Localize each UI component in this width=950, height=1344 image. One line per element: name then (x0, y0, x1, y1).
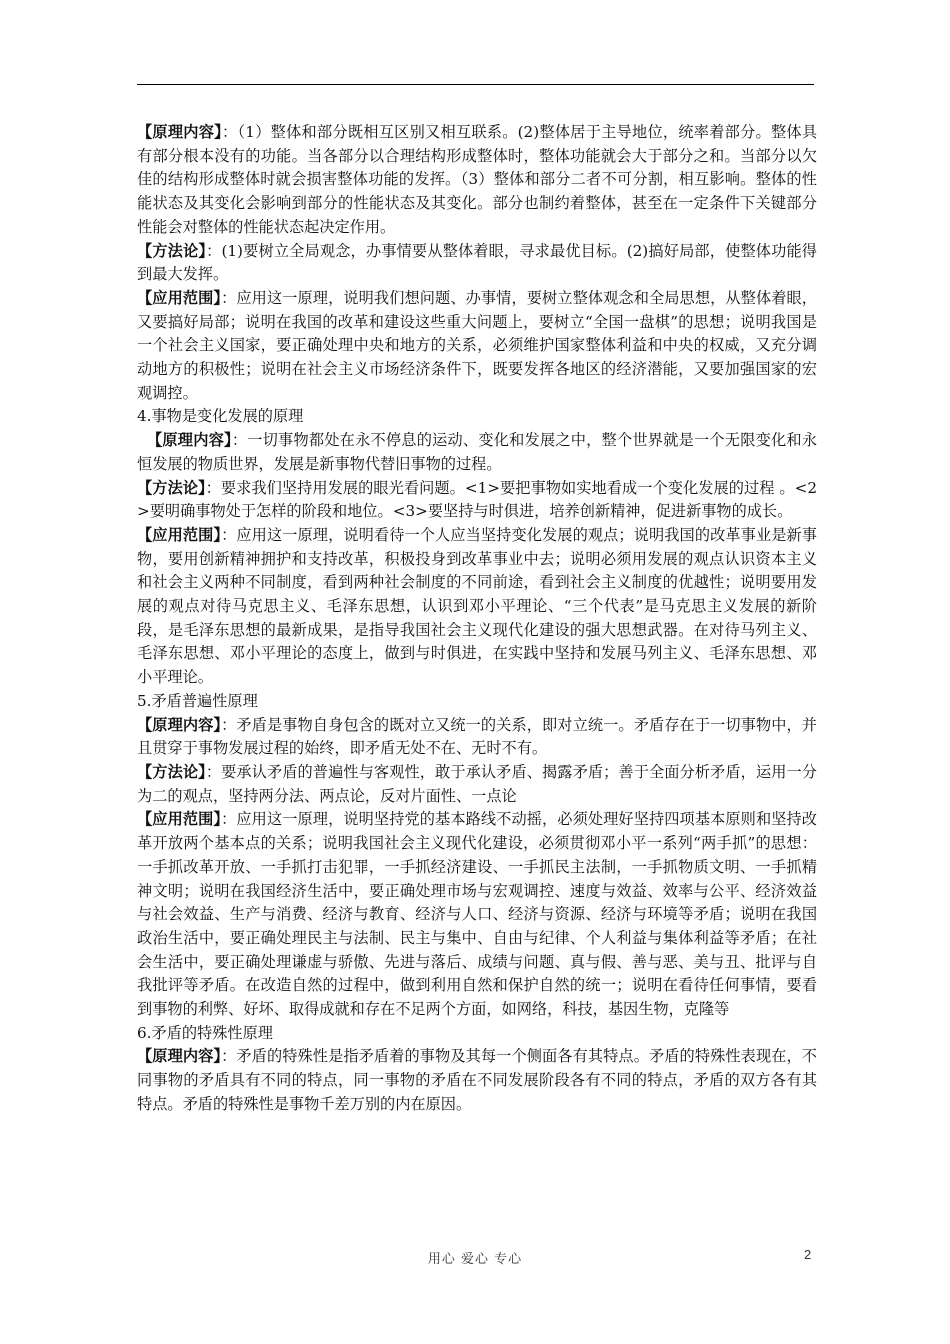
paragraph (137, 240, 817, 287)
section-heading (137, 690, 817, 714)
paragraph (137, 429, 817, 476)
paragraph-label: 【应用范围】 (137, 288, 222, 307)
section-heading (137, 405, 817, 429)
page-number: 2 (804, 1247, 812, 1262)
paragraph (137, 121, 817, 240)
paragraph-text: ：一切事物都处在永不停息的运动、变化和发展之中，整个世界就是一个无限变化和永恒发展的物质世界，发展是新事物代替旧事物的过程。 (137, 431, 818, 473)
paragraph-label: 【方法论】 (137, 762, 206, 781)
paragraph-label: 【原理内容】 (137, 123, 223, 141)
header-rule (137, 84, 814, 85)
paragraph-label: 【应用范围】 (137, 525, 222, 544)
paragraph (137, 714, 817, 761)
paragraph-text: 4.事物是变化发展的原理 (137, 407, 304, 426)
paragraph-text: 6.矛盾的特殊性原理 (137, 1023, 273, 1042)
paragraph (137, 1045, 817, 1116)
paragraph-text: 5.矛盾普遍性原理 (137, 691, 258, 710)
paragraph (137, 761, 817, 808)
paragraph-text: ：(1)要树立全局观念，办事情要从整体着眼，寻求最优目标。(2)搞好局部，使整体功能得到最大发挥。 (137, 241, 817, 284)
paragraph-text: ：应用这一原理，说明看待一个人应当坚持变化发展的观点；说明我国的改革事业是新事物，要用创新精神拥护和支持改革，积极投身到改革事业中去；说明必须用发展的观点认识资本主义和社会主义两种不同制度，看到两种社会制度的不同前途，看到社会主义制度的优越性；说明要用发展的观点对待马克思主义、毛泽东思想，认识到邓小平理论、“三个代表”是马克思主义发展的新阶段，是毛泽东思想的最新成果，是指导我国社会主义现代化建设的强大思想武器。在对待马列主义、毛泽东思想、邓小平理论的态度上，做到与时俱进，在实践中坚持和发展马列主义、毛泽东思想、邓小平理论。 (137, 525, 817, 687)
paragraph-label: 【原理内容】 (137, 715, 222, 734)
paragraph-label: 【原理内容】 (137, 1047, 222, 1066)
paragraph-text: ：要承认矛盾的普遍性与客观性，敢于承认矛盾、揭露矛盾；善于全面分析矛盾，运用一分为二的观点，坚持两分法、两点论，反对片面性、一点论 (137, 762, 817, 805)
paragraph-text: ：矛盾是事物自身包含的既对立又统一的关系，即对立统一。矛盾存在于一切事物中，并且贯穿于事物发展过程的始终，即矛盾无处不在、无时不有。 (137, 715, 817, 758)
section-heading (137, 1022, 817, 1046)
paragraph-text: ：应用这一原理，说明我们想问题、办事情，要树立整体观念和全局思想，从整体着眼，又要搞好局部；说明在我国的改革和建设这些重大问题上，要树立“全国一盘棋”的思想；说明我国是一个社会主义国家，要正确处理中央和地方的关系，必须维护国家整体利益和中央的权威，又充分调动地方的积极性；说明在社会主义市场经济条件下，既要发挥各地区的经济潜能，又要加强国家的宏观调控。 (137, 288, 817, 402)
paragraph-text: ：应用这一原理，说明坚持党的基本路线不动摇，必须处理好坚持四项基本原则和坚持改革开放两个基本点的关系；说明我国社会主义现代化建设，必须贯彻邓小平一系列“两手抓”的思想：一手抓改革开放、一手抓打击犯罪，一手抓经济建设、一手抓民主法制，一手抓物质文明、一手抓精神文明；说明在我国经济生活中，要正确处理市场与宏观调控、速度与效益、效率与公平、经济效益与社会效益、生产与消费、经济与教育、经济与人口、经济与资源、经济与环境等矛盾；说明在我国政治生活中，要正确处理民主与法制、民主与集中、自由与纪律、个人利益与集体利益等矛盾；在社会生活中，要正确处理谦虚与骄傲、先进与落后、成绩与问题、真与假、善与恶、美与丑、批评与自我批评等矛盾。在改造自然的过程中，做到利用自然和保护自然的统一；说明在看待任何事情，要看到事物的利弊、好坏、取得成就和存在不足两个方面，如网络，科技，基因生物，克隆等 (137, 810, 817, 1019)
paragraph-label: 【应用范围】 (137, 810, 222, 829)
paragraph-text: ：要求我们坚持用发展的眼光看问题。<1>要把事物如实地看成一个变化发展的过程 。<2>要明确事物处于怎样的阶段和地位。<3>要坚持与时俱进，培养创新精神，促进新事物的成长。 (137, 478, 817, 521)
paragraph-label: 【方法论】 (137, 478, 206, 497)
paragraph-text: ：矛盾的特殊性是指矛盾着的事物及其每一个侧面各有其特点。矛盾的特殊性表现在，不同事物的矛盾具有不同的特点，同一事物的矛盾在不同发展阶段各有不同的特点，矛盾的双方各有其特点。矛盾的特殊性是事物千差万别的内在原因。 (137, 1047, 817, 1113)
document-body (137, 121, 817, 1117)
paragraph (137, 808, 817, 1021)
paragraph-text: ：（1）整体和部分既相互区别又相互联系。(2)整体居于主导地位，统率着部分。整体具有部分根本没有的功能。当各部分以合理结构形成整体时，整体功能就会大于部分之和。当部分以欠佳的结构形成整体时就会损害整体功能的发挥。（3）整体和部分二者不可分割，相互影响。整体的性能状态及其变化会影响到部分的性能状态及其变化。部分也制约着整体，甚至在一定条件下关键部分性能会对整体的性能状态起决定作用。 (137, 123, 818, 236)
paragraph-label: 【方法论】 (137, 241, 207, 260)
paragraph (137, 524, 817, 690)
footer-slogan: 用心 爱心 专心 (427, 1252, 523, 1267)
paragraph-label: 【原理内容】 (147, 431, 232, 450)
paragraph (137, 477, 817, 524)
paragraph (137, 287, 817, 406)
